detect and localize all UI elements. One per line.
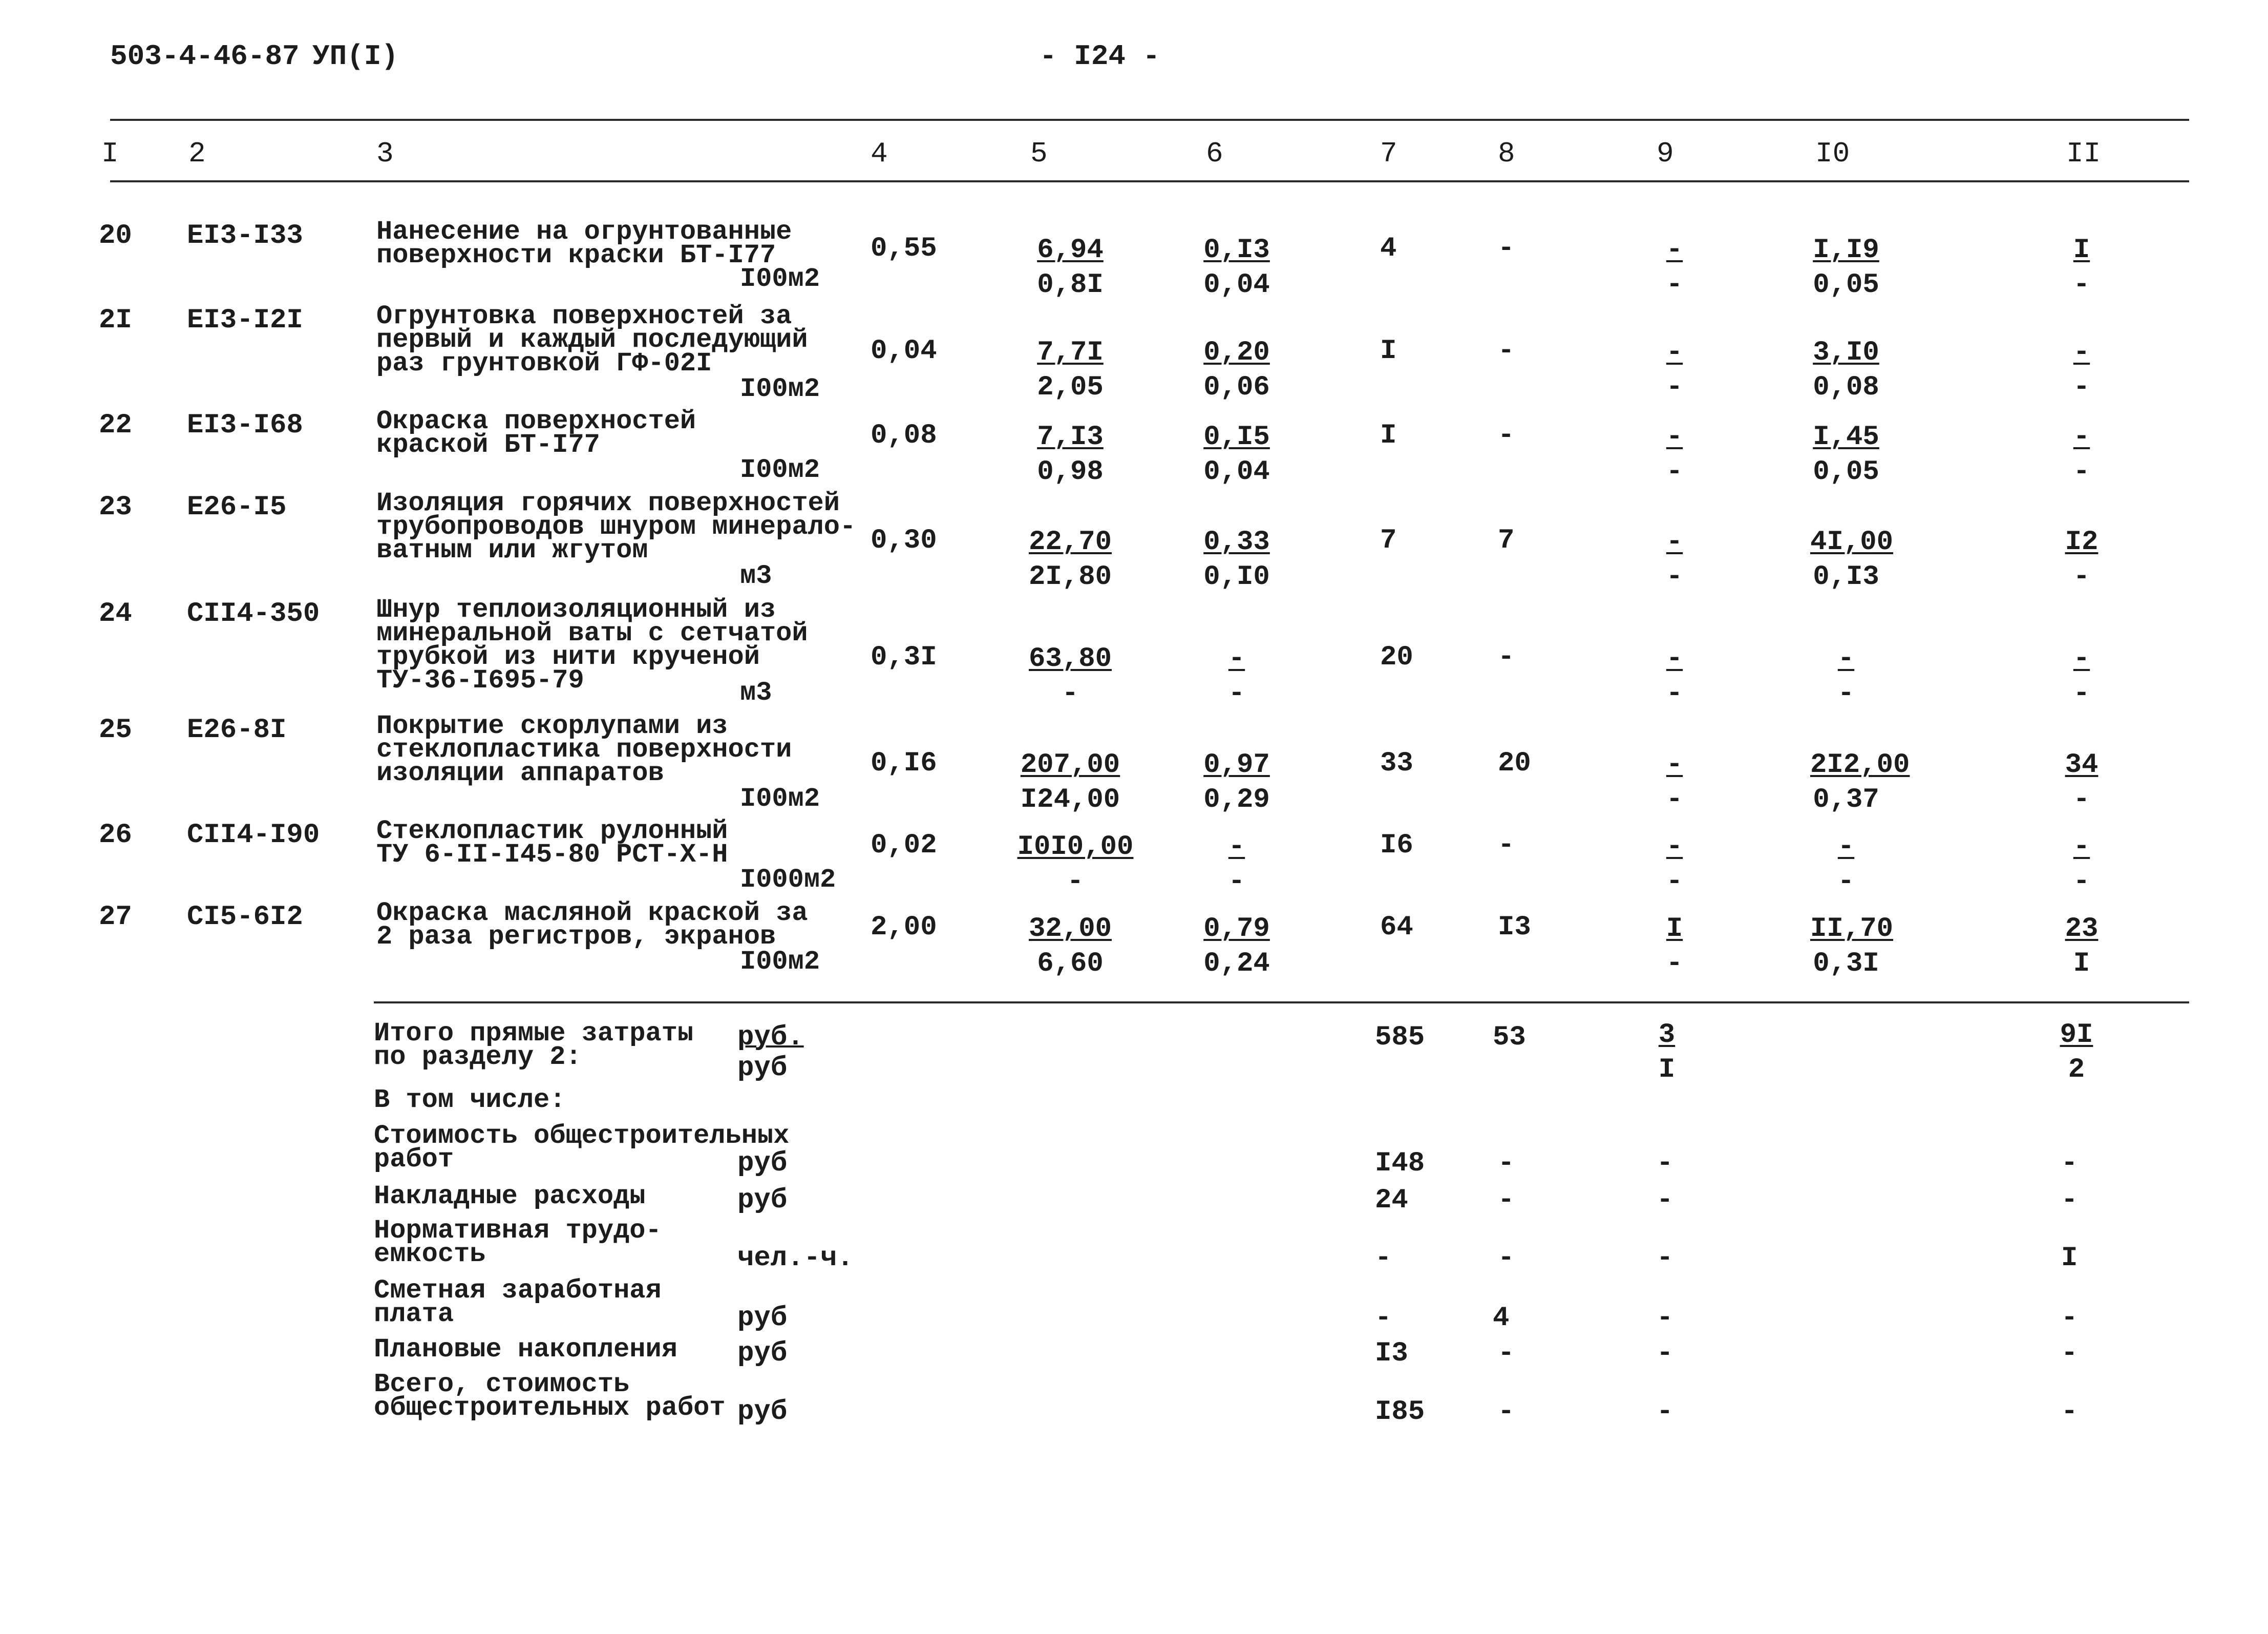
row-quantity: 2,00 [871,912,937,943]
row-labor-total: - - [2073,831,2090,897]
summary-item-c9: - [1657,1243,1673,1274]
row-number: 23 [99,492,132,523]
row-quantity: 0,08 [871,420,937,451]
summary-item-c8: - [1498,1185,1515,1216]
row-description: Шнур теплоизоляционный из минеральной ваты с сетчатой трубкой из нити крученой ТУ-36-I695-79 [376,595,808,696]
row-labor-total: I2 - [2065,527,2099,593]
summary-item-c11: - [2061,1148,2078,1179]
row-quantity: 0,02 [871,830,937,861]
summary-total-unit-top: руб. [737,1022,804,1053]
row-total-cost: 20 [1380,642,1413,673]
summary-item-label: Нормативная трудо- емкость [374,1216,662,1269]
summary-item-c7: I85 [1375,1396,1425,1428]
row-total-cost: I [1380,420,1397,451]
row-unit-machines: $\frac{0,97}{0,29}$ [1203,749,1270,815]
row-description: Огрунтовка поверхностей за первый и каждый последующий раз грунтовкой ГФ-02I [376,301,808,379]
row-total-wages: 20 [1498,748,1531,779]
row-description: Покрытие скорлупами из стеклопластика поверхности изоляции аппаратов [376,711,792,788]
summary-total-labor: $\frac{9I}{2}$ [2060,1019,2093,1085]
summary-total-label: Итого прямые затраты по разделу 2: [374,1018,694,1072]
row-number: 27 [99,902,132,933]
row-code: E26-I5 [187,492,287,523]
row-total-machines: - - [1666,337,1683,403]
row-description: Изоляция горячих поверхностей трубопроводов шнуром минерало- ватным или жгутом [376,488,856,565]
row-labor-total: 34 - [2065,749,2099,815]
row-quantity: 0,55 [871,233,937,264]
row-quantity: 0,I6 [871,748,937,779]
column-header-4: 4 [871,137,888,170]
summary-item-label: Сметная заработная плата [374,1275,662,1329]
row-total-wages: 7 [1498,525,1515,556]
row-unit-machines: $\frac{0,79}{0,24}$ [1203,913,1270,979]
row-labor-unit: $\frac{3,I0}{0,08}$ [1813,337,1879,403]
row-code: EI3-I33 [187,220,303,252]
row-unit-cost: $\frac{22,70}{2I,80}$ [1028,527,1112,593]
summary-item-c9: - [1657,1396,1673,1428]
summary-item-label: Плановые накопления [374,1334,677,1365]
summary-item-label: Стоимость общестроительных работ [374,1121,790,1175]
summary-item-unit: руб [737,1185,788,1216]
row-total-machines: - - [1666,422,1683,488]
table-top-rule [110,119,2189,121]
row-unit-cost: $\frac{207,00}{I24,00}$ [1020,749,1120,815]
summary-item-unit: руб [737,1303,788,1334]
unit-machines-wages: 0,04 [1203,269,1270,301]
row-total-cost: I6 [1380,830,1413,861]
column-header-7: 7 [1380,137,1397,170]
row-unit-machines: $\frac{0,33}{0,I0}$ [1203,527,1270,593]
row-total-machines: - - [1666,527,1683,593]
row-unit: I00м2 [740,264,820,294]
row-unit: I00м2 [740,455,820,485]
row-labor-unit: - - [1837,643,1855,709]
row-number: 2I [99,305,132,336]
column-header-1: I [101,137,119,170]
row-unit-machines: $\frac{0,20}{0,06}$ [1203,337,1270,403]
table-header-rule [110,180,2189,182]
summary-item-c8: 4 [1493,1303,1510,1334]
summary-item-unit: руб [737,1338,788,1369]
summary-item-unit: руб [737,1396,788,1428]
row-unit-cost: $\frac{7,7I}{2,05}$ [1037,337,1104,403]
column-header-3: 3 [376,137,394,170]
row-unit-machines: $\frac{0,I5}{0,04}$ [1203,422,1270,488]
row-total-wages: - [1498,336,1515,367]
row-total-cost: 64 [1380,912,1413,943]
row-labor-unit: $\frac{I,45}{0,05}$ [1813,422,1879,488]
row-number: 24 [99,598,132,630]
summary-item-label: Накладные расходы [374,1181,646,1211]
summary-item-c11: - [2061,1396,2078,1428]
row-labor-total: I - [2073,235,2090,301]
summary-item-c7: - [1375,1243,1392,1274]
unit-machines-total: 0,I3 [1203,235,1270,266]
row-unit-cost: $\frac{7,I3}{0,98}$ [1037,422,1104,488]
row-unit: I00м2 [740,374,820,404]
row-total-machines: - - [1666,831,1683,897]
column-header-5: 5 [1030,137,1048,170]
row-total-cost: 33 [1380,748,1413,779]
row-unit: I00м2 [740,784,820,814]
row-number: 20 [99,220,132,252]
row-total-wages: - [1498,830,1515,861]
row-unit: м3 [740,678,772,708]
row-labor-total: - - [2073,643,2090,709]
summary-total-cost: 585 [1375,1022,1425,1053]
summary-item-c8: - [1498,1243,1515,1274]
row-labor-total: $\frac{23}{I}$ [2065,913,2099,979]
row-labor-unit: $\frac{2I2,00}{0,37}$ [1810,749,1910,815]
row-number: 26 [99,820,132,851]
row-total-cost: I [1380,336,1397,367]
summary-item-label: Всего, стоимость общестроительных работ [374,1369,726,1423]
row-code: EI3-I68 [187,410,303,441]
row-code: CII4-350 [187,598,320,630]
row-labor-total: - - [2073,422,2090,488]
unit-cost-wages: 0,8I [1037,269,1104,301]
summary-item-c11: - [2061,1338,2078,1369]
row-labor-unit: $\frac{I,I9}{0,05}$ [1813,235,1879,301]
row-labor-total: - - [2073,337,2090,403]
row-code: CI5-6I2 [187,902,303,933]
row-labor-unit: $\frac{II,70}{0,3I}$ [1810,913,1894,979]
summary-item-c11: - [2061,1303,2078,1334]
row-labor-unit: - - [1837,831,1855,897]
row-code: EI3-I2I [187,305,303,336]
row-unit: I000м2 [740,865,836,895]
summary-rule [374,1001,2189,1003]
summary-item-c9: - [1657,1148,1673,1179]
summary-total-machines: $\frac{3}{I}$ [1658,1019,1676,1085]
summary-item-c9: - [1657,1303,1673,1334]
row-total-wages: - [1498,420,1515,451]
row-number: 22 [99,410,132,441]
row-total-machines: I - [1666,913,1683,979]
document-code: 503-4-46-87 [110,40,300,73]
column-header-6: 6 [1206,137,1223,170]
row-total-wages: - [1498,642,1515,673]
summary-item-c9: - [1657,1338,1673,1369]
row-unit-cost: I0I0,00 - [1017,831,1134,897]
summary-item-c8: - [1498,1148,1515,1179]
column-header-10: I0 [1815,137,1850,170]
summary-item-c8: - [1498,1396,1515,1428]
row-quantity: 0,30 [871,525,937,556]
page-number: - I24 - [1040,40,1160,73]
row-quantity: 0,04 [871,336,937,367]
row-total-wages: I3 [1498,912,1531,943]
row-total-cost: 4 [1380,233,1397,264]
row-total-machines: - - [1666,643,1683,709]
row-code: CII4-I90 [187,820,320,851]
row-labor-unit: $\frac{4I,00}{0,I3}$ [1810,527,1894,593]
including-label: В том числе: [374,1085,566,1115]
summary-item-c7: I48 [1375,1148,1425,1179]
row-total-wages: - [1498,233,1515,264]
row-description: Окраска поверхностей краской БТ-I77 [376,406,696,460]
summary-item-c8: - [1498,1338,1515,1369]
row-code: E26-8I [187,715,287,746]
row-total-cost: 7 [1380,525,1397,556]
summary-item-c7: - [1375,1303,1392,1334]
row-description: Стеклопластик рулонный ТУ 6-II-I45-80 РСТ-Х-Н [376,816,728,870]
summary-item-unit: чел.-ч. [737,1243,854,1274]
row-unit-cost: $\frac{32,00}{6,60}$ [1028,913,1112,979]
column-header-9: 9 [1657,137,1674,170]
row-unit-machines: - - [1228,643,1245,709]
summary-total-wages: 53 [1493,1022,1526,1053]
summary-total-unit-bottom: руб [737,1053,788,1084]
summary-item-c11: - [2061,1185,2078,1216]
summary-item-c7: I3 [1375,1338,1408,1369]
summary-item-c7: 24 [1375,1185,1408,1216]
column-header-11: II [2066,137,2101,170]
row-unit: I00м2 [740,947,820,977]
row-unit-machines: - - [1228,831,1245,897]
row-unit-cost: 63,80 - [1028,643,1112,709]
summary-item-unit: руб [737,1148,788,1179]
row-total-machines: - - [1666,749,1683,815]
row-total-machines: - - [1666,235,1683,301]
row-quantity: 0,3I [871,642,937,673]
row-number: 25 [99,715,132,746]
column-header-8: 8 [1498,137,1515,170]
row-unit: м3 [740,561,772,591]
summary-item-c11: I [2061,1243,2078,1274]
section-code: УП(I) [312,40,399,73]
row-description: Нанесение на огрунтованные поверхности краски БТ-I77 [376,217,792,270]
row-unit-machines [1198,233,1275,303]
row-description: Окраска масляной краской за 2 раза регистров, экранов [376,898,808,952]
row-unit-cost [1019,233,1121,303]
column-header-2: 2 [188,137,206,170]
summary-item-c9: - [1657,1185,1673,1216]
unit-cost-total: 6,94 [1037,235,1104,266]
